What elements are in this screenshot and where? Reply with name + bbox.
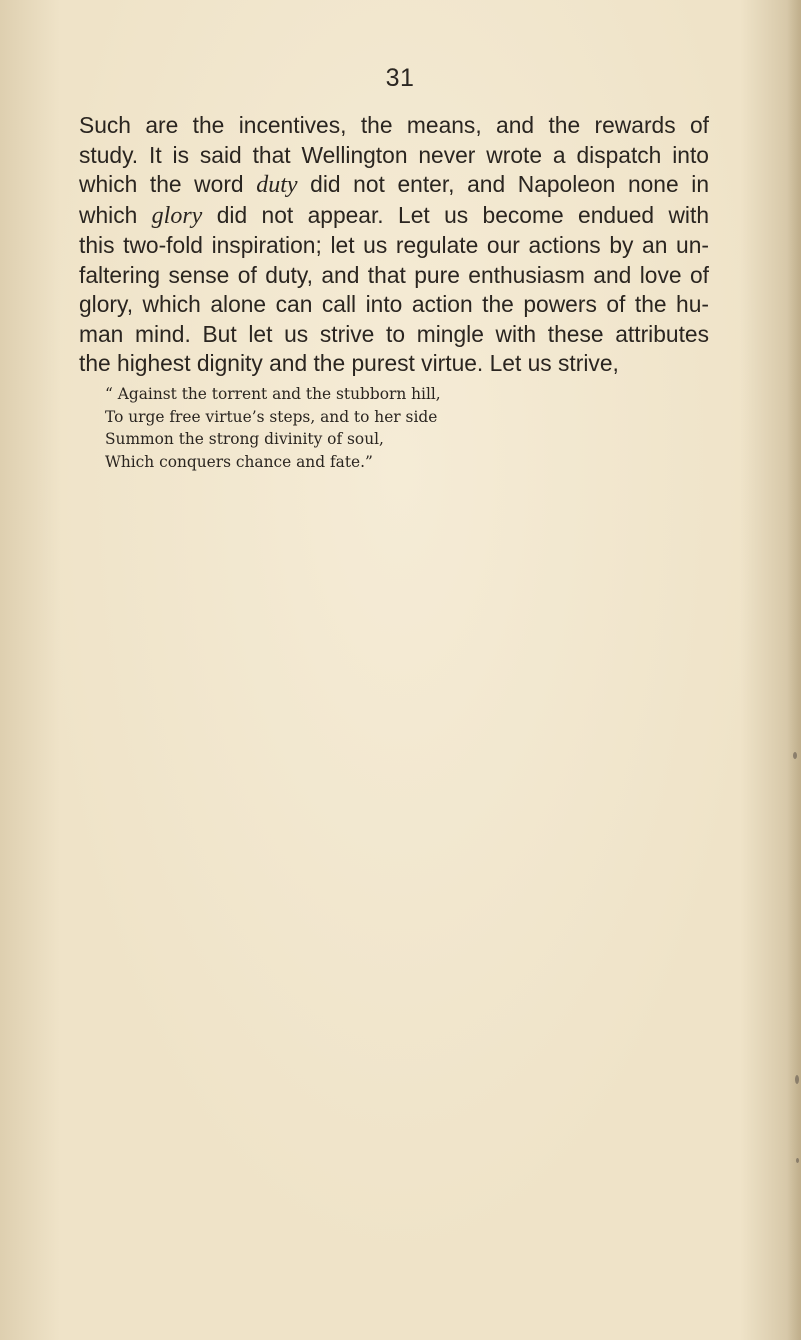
line-4-text-after: did not appear. Let us become endued with xyxy=(202,201,710,228)
verse-line-2: To urge free virtue’s steps, and to her side xyxy=(105,407,438,426)
line-8-text: man mind. But let us strive to mingle with these attributes xyxy=(79,320,709,347)
verse-quotation xyxy=(105,383,525,473)
line-3-text-after: did not enter, and Napoleon none in xyxy=(297,171,710,197)
page-number: 31 xyxy=(385,64,415,92)
line-6-text: faltering sense of duty, and that pure enthusiasm and love of xyxy=(79,261,709,288)
line-3-text-before: which the word xyxy=(79,171,257,197)
verse-line-3: Summon the strong divinity of soul, xyxy=(105,430,384,449)
emphasized-word-glory: glory xyxy=(151,202,203,229)
emphasized-word-duty: duty xyxy=(256,172,298,198)
line-9-text: the highest dignity and the purest virtue. Let us strive, xyxy=(79,350,619,376)
paragraph-line-7 xyxy=(79,290,709,320)
line-5-text: this two-fold inspiration; let us regulate our actions by an un- xyxy=(79,232,709,258)
line-1-text: Such are the incentives, the means, and the rewards of xyxy=(79,112,709,138)
paper-speck xyxy=(795,1075,799,1084)
paper-speck xyxy=(793,752,797,759)
line-2-text: study. It is said that Wellington never wrote a dispatch into xyxy=(79,141,709,168)
body-paragraph xyxy=(79,111,709,379)
page-edge-shading xyxy=(787,0,801,1340)
paragraph-line-1 xyxy=(79,111,709,141)
paragraph-line-6 xyxy=(79,261,709,291)
paragraph-line-9 xyxy=(79,349,709,379)
paragraph-line-5 xyxy=(79,231,709,261)
line-7-text: glory, which alone can call into action the powers of the hu- xyxy=(79,291,709,317)
paragraph-line-8 xyxy=(79,320,709,350)
paragraph-line-2 xyxy=(79,141,709,171)
paper-speck xyxy=(796,1158,799,1163)
paragraph-line-3 xyxy=(79,170,709,201)
paragraph-line-4 xyxy=(79,201,709,232)
verse-line-4: Which conquers chance and fate.” xyxy=(105,452,373,471)
verse-line-1: “ Against the torrent and the stubborn hill, xyxy=(105,385,441,403)
line-4-text-before: which xyxy=(79,201,152,228)
